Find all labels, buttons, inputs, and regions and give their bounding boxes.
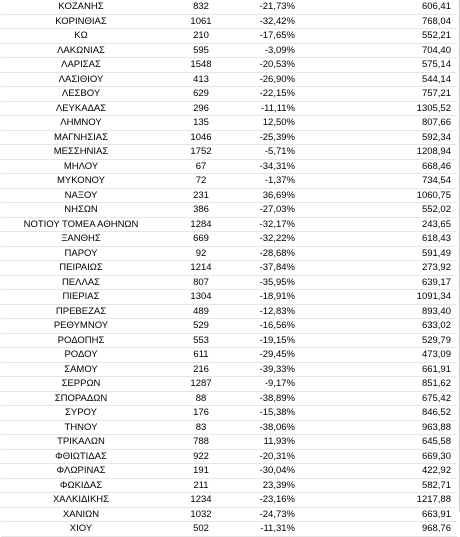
value-cell[interactable]: 273,92 <box>353 261 457 276</box>
table-row <box>1 304 457 319</box>
value-cell[interactable]: 851,62 <box>353 377 457 392</box>
region-name-cell[interactable]: ΛΕΣΒΟΥ <box>1 87 161 102</box>
value-cell[interactable]: 768,04 <box>353 14 457 29</box>
region-name-cell[interactable]: ΧΙΟΥ <box>1 522 161 537</box>
percent-change-cell[interactable]: -20,53% <box>241 58 353 73</box>
region-name-cell[interactable]: ΣΕΡΡΩΝ <box>1 377 161 392</box>
count-cell[interactable]: 135 <box>161 116 241 131</box>
count-cell[interactable]: 413 <box>161 72 241 87</box>
count-cell[interactable]: 922 <box>161 449 241 464</box>
table-row <box>1 130 457 145</box>
table-row <box>1 159 457 174</box>
count-cell[interactable]: 211 <box>161 478 241 493</box>
percent-change-cell[interactable]: -39,33% <box>241 362 353 377</box>
table-row <box>1 0 457 14</box>
percent-change-cell[interactable]: -21,73% <box>241 0 353 14</box>
value-cell[interactable]: 1217,88 <box>353 493 457 508</box>
region-name-cell[interactable]: ΡΟΔΟΥ <box>1 348 161 363</box>
percent-change-cell[interactable]: -12,83% <box>241 304 353 319</box>
region-name-cell[interactable]: ΠΑΡΟΥ <box>1 246 161 261</box>
value-cell[interactable]: 846,52 <box>353 406 457 421</box>
count-cell[interactable]: 807 <box>161 275 241 290</box>
value-cell[interactable]: 893,40 <box>353 304 457 319</box>
percent-change-cell[interactable]: -1,37% <box>241 174 353 189</box>
count-cell[interactable]: 629 <box>161 87 241 102</box>
count-cell[interactable]: 611 <box>161 348 241 363</box>
percent-change-cell[interactable]: -18,91% <box>241 290 353 305</box>
percent-change-cell[interactable]: -20,31% <box>241 449 353 464</box>
region-name-cell[interactable]: ΠΕΛΛΑΣ <box>1 275 161 290</box>
table-row <box>1 522 457 537</box>
region-name-cell[interactable]: ΜΗΛΟΥ <box>1 159 161 174</box>
table-row <box>1 14 457 29</box>
count-cell[interactable]: 1284 <box>161 217 241 232</box>
region-name-cell[interactable]: ΧΑΛΚΙΔΙΚΗΣ <box>1 493 161 508</box>
count-cell[interactable]: 386 <box>161 203 241 218</box>
count-cell[interactable]: 669 <box>161 232 241 247</box>
region-name-cell[interactable]: ΦΛΩΡΙΝΑΣ <box>1 464 161 479</box>
table-row <box>1 362 457 377</box>
value-cell[interactable]: 606,41 <box>353 0 457 14</box>
percent-change-cell[interactable]: -32,22% <box>241 232 353 247</box>
count-cell[interactable]: 553 <box>161 333 241 348</box>
table-row <box>1 333 457 348</box>
table-row <box>1 319 457 334</box>
table-row <box>1 58 457 73</box>
count-cell[interactable]: 1304 <box>161 290 241 305</box>
value-cell[interactable]: 704,40 <box>353 43 457 58</box>
count-cell[interactable]: 1032 <box>161 507 241 522</box>
table-row <box>1 203 457 218</box>
region-name-cell[interactable]: ΧΑΝΙΩΝ <box>1 507 161 522</box>
region-name-cell[interactable]: ΛΑΚΩΝΙΑΣ <box>1 43 161 58</box>
region-name-cell[interactable]: ΛΑΡΙΣΑΣ <box>1 58 161 73</box>
percent-change-cell[interactable]: -34,31% <box>241 159 353 174</box>
table-row <box>1 406 457 421</box>
percent-change-cell[interactable]: -15,38% <box>241 406 353 421</box>
region-name-cell[interactable]: ΤΗΝΟΥ <box>1 420 161 435</box>
count-cell[interactable]: 1752 <box>161 145 241 160</box>
value-cell[interactable]: 591,49 <box>353 246 457 261</box>
value-cell[interactable]: 963,88 <box>353 420 457 435</box>
value-cell[interactable]: 663,91 <box>353 507 457 522</box>
region-name-cell[interactable]: ΠΕΙΡΑΙΩΣ <box>1 261 161 276</box>
table-row <box>1 449 457 464</box>
percent-change-cell[interactable]: 12,50% <box>241 116 353 131</box>
table-row <box>1 87 457 102</box>
table-row <box>1 261 457 276</box>
value-cell[interactable]: 592,34 <box>353 130 457 145</box>
region-name-cell[interactable]: ΚΟΖΑΝΗΣ <box>1 0 161 14</box>
region-name-cell[interactable]: ΡΕΘΥΜΝΟΥ <box>1 319 161 334</box>
count-cell[interactable]: 502 <box>161 522 241 537</box>
region-name-cell[interactable]: ΜΥΚΟΝΟΥ <box>1 174 161 189</box>
region-name-cell[interactable]: ΝΑΞΟΥ <box>1 188 161 203</box>
data-table <box>1 0 457 537</box>
percent-change-cell[interactable]: -25,39% <box>241 130 353 145</box>
count-cell[interactable]: 191 <box>161 464 241 479</box>
value-cell[interactable]: 473,09 <box>353 348 457 363</box>
table-row <box>1 507 457 522</box>
region-name-cell[interactable]: ΠΡΕΒΕΖΑΣ <box>1 304 161 319</box>
value-cell[interactable]: 1208,94 <box>353 145 457 160</box>
percent-change-cell[interactable]: -3,09% <box>241 43 353 58</box>
value-cell[interactable]: 669,30 <box>353 449 457 464</box>
table-body <box>1 0 457 536</box>
value-cell[interactable]: 422,92 <box>353 464 457 479</box>
count-cell[interactable]: 489 <box>161 304 241 319</box>
table-row <box>1 174 457 189</box>
region-name-cell[interactable]: ΛΗΜΝΟΥ <box>1 116 161 131</box>
count-cell[interactable]: 1287 <box>161 377 241 392</box>
table-row <box>1 290 457 305</box>
percent-change-cell[interactable]: -30,04% <box>241 464 353 479</box>
count-cell[interactable]: 67 <box>161 159 241 174</box>
count-cell[interactable]: 83 <box>161 420 241 435</box>
count-cell[interactable]: 788 <box>161 435 241 450</box>
value-cell[interactable]: 968,76 <box>353 522 457 537</box>
value-cell[interactable]: 1091,34 <box>353 290 457 305</box>
count-cell[interactable]: 88 <box>161 391 241 406</box>
table-row <box>1 145 457 160</box>
count-cell[interactable]: 296 <box>161 101 241 116</box>
percent-change-cell[interactable]: -17,65% <box>241 29 353 44</box>
percent-change-cell[interactable]: -23,16% <box>241 493 353 508</box>
table-row <box>1 275 457 290</box>
count-cell[interactable]: 216 <box>161 362 241 377</box>
table-row <box>1 116 457 131</box>
percent-change-cell[interactable]: -32,42% <box>241 14 353 29</box>
region-name-cell[interactable]: ΜΑΓΝΗΣΙΑΣ <box>1 130 161 145</box>
value-cell[interactable]: 645,58 <box>353 435 457 450</box>
percent-change-cell[interactable]: -9,17% <box>241 377 353 392</box>
count-cell[interactable]: 595 <box>161 43 241 58</box>
percent-change-cell[interactable]: -32,17% <box>241 217 353 232</box>
region-name-cell[interactable]: ΛΕΥΚΑΔΑΣ <box>1 101 161 116</box>
table-row <box>1 43 457 58</box>
percent-change-cell[interactable]: -35,95% <box>241 275 353 290</box>
table-row <box>1 420 457 435</box>
value-cell[interactable]: 675,42 <box>353 391 457 406</box>
count-cell[interactable]: 72 <box>161 174 241 189</box>
percent-change-cell[interactable]: -16,56% <box>241 319 353 334</box>
count-cell[interactable]: 176 <box>161 406 241 421</box>
count-cell[interactable]: 832 <box>161 0 241 14</box>
value-cell[interactable]: 633,02 <box>353 319 457 334</box>
count-cell[interactable]: 210 <box>161 29 241 44</box>
region-name-cell[interactable]: ΝΟΤΙΟΥ ΤΟΜΕΑ ΑΘΗΝΩΝ <box>1 217 161 232</box>
value-cell[interactable]: 582,71 <box>353 478 457 493</box>
table-row <box>1 391 457 406</box>
region-name-cell[interactable]: ΤΡΙΚΑΛΩΝ <box>1 435 161 450</box>
table-row <box>1 493 457 508</box>
percent-change-cell[interactable]: 36,69% <box>241 188 353 203</box>
percent-change-cell[interactable]: -22,15% <box>241 87 353 102</box>
table-row <box>1 188 457 203</box>
table-row <box>1 29 457 44</box>
table-row <box>1 435 457 450</box>
value-cell[interactable]: 1305,52 <box>353 101 457 116</box>
percent-change-cell[interactable]: -29,45% <box>241 348 353 363</box>
count-cell[interactable]: 1234 <box>161 493 241 508</box>
region-name-cell[interactable]: ΡΟΔΟΠΗΣ <box>1 333 161 348</box>
value-cell[interactable]: 734,54 <box>353 174 457 189</box>
table-row <box>1 478 457 493</box>
percent-change-cell[interactable]: -38,06% <box>241 420 353 435</box>
value-cell[interactable]: 618,43 <box>353 232 457 247</box>
count-cell[interactable]: 1214 <box>161 261 241 276</box>
percent-change-cell[interactable]: 11,93% <box>241 435 353 450</box>
value-cell[interactable]: 529,79 <box>353 333 457 348</box>
region-name-cell[interactable]: ΣΥΡΟΥ <box>1 406 161 421</box>
table-row <box>1 101 457 116</box>
count-cell[interactable]: 1548 <box>161 58 241 73</box>
percent-change-cell[interactable]: -26,90% <box>241 72 353 87</box>
percent-change-cell[interactable]: -19,15% <box>241 333 353 348</box>
value-cell[interactable]: 243,65 <box>353 217 457 232</box>
count-cell[interactable]: 1061 <box>161 14 241 29</box>
value-cell[interactable]: 661,91 <box>353 362 457 377</box>
value-cell[interactable]: 807,66 <box>353 116 457 131</box>
value-cell[interactable]: 575,14 <box>353 58 457 73</box>
table-row <box>1 348 457 363</box>
value-cell[interactable]: 1060,75 <box>353 188 457 203</box>
value-cell[interactable]: 552,02 <box>353 203 457 218</box>
table-row <box>1 377 457 392</box>
region-name-cell[interactable]: ΛΑΣΙΘΙΟΥ <box>1 72 161 87</box>
region-name-cell[interactable]: ΠΙΕΡΙΑΣ <box>1 290 161 305</box>
count-cell[interactable]: 231 <box>161 188 241 203</box>
percent-change-cell[interactable]: 23,39% <box>241 478 353 493</box>
table-row <box>1 246 457 261</box>
region-name-cell[interactable]: ΣΑΜΟΥ <box>1 362 161 377</box>
value-cell[interactable]: 552,21 <box>353 29 457 44</box>
region-name-cell[interactable]: ΚΟΡΙΝΘΙΑΣ <box>1 14 161 29</box>
table-row <box>1 232 457 247</box>
region-name-cell[interactable]: ΣΠΟΡΑΔΩΝ <box>1 391 161 406</box>
table-row <box>1 72 457 87</box>
value-cell[interactable]: 544,14 <box>353 72 457 87</box>
percent-change-cell[interactable]: -37,84% <box>241 261 353 276</box>
percent-change-cell[interactable]: -11,11% <box>241 101 353 116</box>
value-cell[interactable]: 668,46 <box>353 159 457 174</box>
region-name-cell[interactable]: ΞΑΝΘΗΣ <box>1 232 161 247</box>
region-name-cell[interactable]: ΚΩ <box>1 29 161 44</box>
percent-change-cell[interactable]: -27,03% <box>241 203 353 218</box>
value-cell[interactable]: 639,17 <box>353 275 457 290</box>
region-name-cell[interactable]: ΦΩΚΙΔΑΣ <box>1 478 161 493</box>
count-cell[interactable]: 1046 <box>161 130 241 145</box>
region-name-cell[interactable]: ΦΘΙΩΤΙΔΑΣ <box>1 449 161 464</box>
value-cell[interactable]: 757,21 <box>353 87 457 102</box>
count-cell[interactable]: 529 <box>161 319 241 334</box>
percent-change-cell[interactable]: -28,68% <box>241 246 353 261</box>
region-name-cell[interactable]: ΜΕΣΣΗΝΙΑΣ <box>1 145 161 160</box>
table-row <box>1 464 457 479</box>
percent-change-cell[interactable]: -38,89% <box>241 391 353 406</box>
percent-change-cell[interactable]: -11,31% <box>241 522 353 537</box>
percent-change-cell[interactable]: -24,73% <box>241 507 353 522</box>
count-cell[interactable]: 92 <box>161 246 241 261</box>
region-name-cell[interactable]: ΝΗΣΩΝ <box>1 203 161 218</box>
percent-change-cell[interactable]: -5,71% <box>241 145 353 160</box>
table-row <box>1 217 457 232</box>
